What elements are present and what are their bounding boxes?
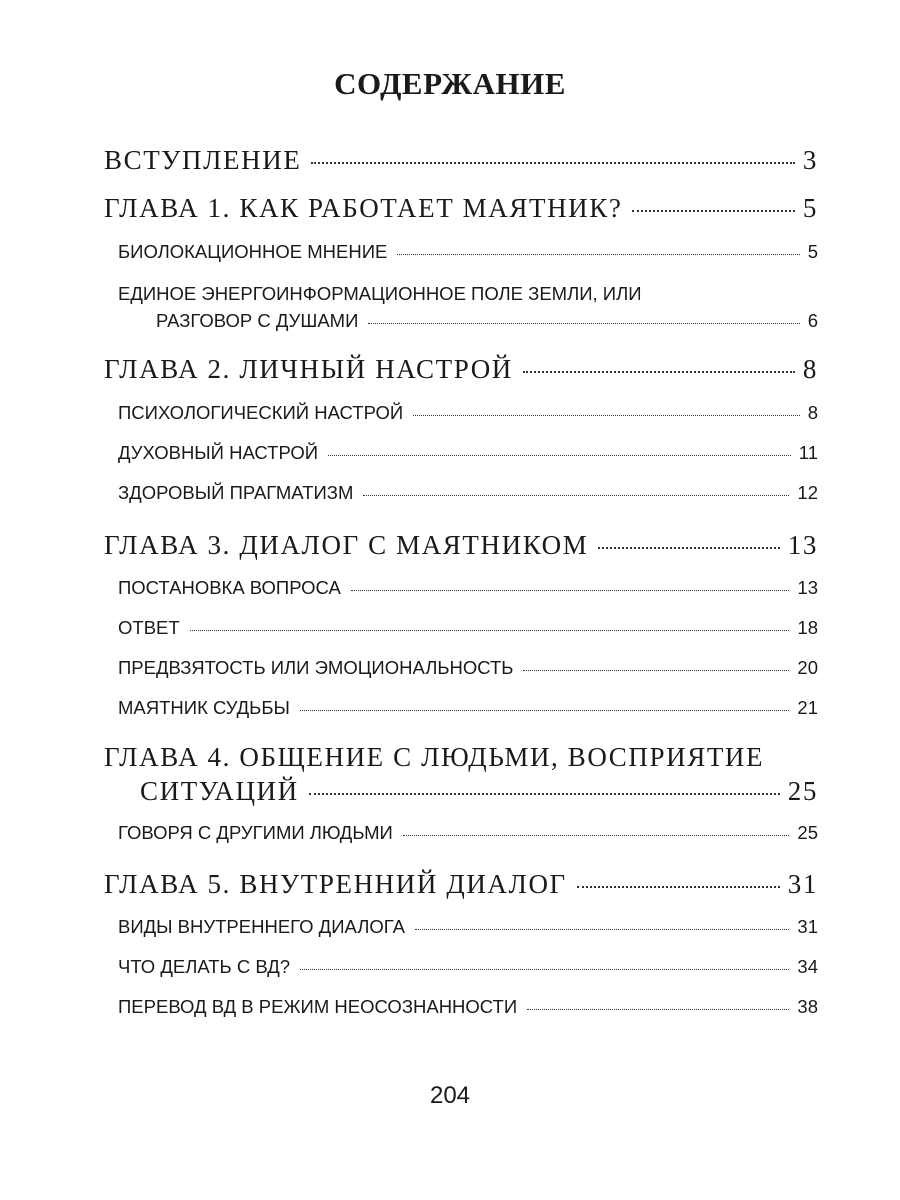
toc-entry-page: 31 (797, 916, 818, 937)
toc-chapter-1[interactable] (104, 193, 818, 224)
leader-dots (403, 835, 790, 836)
toc-entry-page: 13 (787, 530, 818, 560)
toc-chapter-4-line1[interactable]: ГЛАВА 4. ОБЩЕНИЕ С ЛЮДЬМИ, ВОСПРИЯТИЕ (104, 742, 765, 772)
toc-entry-page: 5 (807, 241, 818, 262)
leader-dots (523, 670, 789, 671)
toc-entry-page: 12 (797, 482, 818, 503)
toc-chapter-5[interactable] (104, 869, 818, 900)
toc-section[interactable] (118, 442, 818, 464)
toc-section[interactable] (118, 657, 818, 679)
toc-section[interactable] (118, 996, 818, 1018)
toc-entry-label: ВСТУПЛЕНИЕ (104, 145, 302, 175)
leader-dots (397, 254, 799, 255)
toc-entry-label: СИТУАЦИЙ (140, 776, 299, 806)
toc-section[interactable] (118, 916, 818, 938)
leader-dots (415, 929, 790, 930)
toc-section[interactable] (118, 822, 818, 844)
toc-chapter-2[interactable] (104, 354, 818, 385)
leader-dots (577, 886, 780, 888)
toc-entry-page: 5 (802, 193, 818, 223)
toc-chapter-3[interactable] (104, 530, 818, 561)
toc-entry-page: 25 (787, 776, 818, 806)
leader-dots (300, 710, 790, 711)
toc-entry-label: МАЯТНИК СУДЬБЫ (118, 697, 290, 718)
toc-section[interactable] (156, 310, 818, 332)
leader-dots (190, 630, 790, 631)
toc-section[interactable] (118, 241, 818, 263)
toc-entry-page: 8 (807, 402, 818, 423)
toc-section[interactable] (118, 617, 818, 639)
toc-entry-label: ВИДЫ ВНУТРЕННЕГО ДИАЛОГА (118, 916, 405, 937)
toc-entry-page: 18 (797, 617, 818, 638)
toc-entry-label: РАЗГОВОР С ДУШАМИ (156, 310, 359, 331)
leader-dots (523, 371, 795, 373)
toc-section[interactable] (118, 956, 818, 978)
leader-dots (351, 590, 790, 591)
leader-dots (632, 210, 794, 212)
leader-dots (413, 415, 799, 416)
leader-dots (368, 323, 799, 324)
toc-section[interactable] (118, 577, 818, 599)
toc-section-label-line1[interactable]: ЕДИНОЕ ЭНЕРГОИНФОРМАЦИОННОЕ ПОЛЕ ЗЕМЛИ, ИЛИ (118, 283, 642, 304)
toc-entry-label: ПСИХОЛОГИЧЕСКИЙ НАСТРОЙ (118, 402, 404, 423)
toc-entry-page: 34 (797, 956, 818, 977)
toc-entry-page: 11 (798, 442, 818, 463)
toc-entry-label: ГЛАВА 1. КАК РАБОТАЕТ МАЯТНИК? (104, 193, 623, 223)
leader-dots (363, 495, 789, 496)
leader-dots (527, 1009, 789, 1010)
toc-entry-label: ДУХОВНЫЙ НАСТРОЙ (118, 442, 319, 463)
leader-dots (300, 969, 789, 970)
toc-chapter-4[interactable] (140, 776, 818, 807)
leader-dots (311, 162, 794, 164)
toc-entry-label: ГЛАВА 2. ЛИЧНЫЙ НАСТРОЙ (104, 354, 513, 384)
toc-entry-page: 20 (797, 657, 818, 678)
toc-entry-label: ГЛАВА 3. ДИАЛОГ С МАЯТНИКОМ (104, 530, 589, 560)
toc-entry-label: ЧТО ДЕЛАТЬ С ВД? (118, 956, 291, 977)
page-title: СОДЕРЖАНИЕ (334, 66, 566, 101)
toc-entry-label: БИОЛОКАЦИОННОЕ МНЕНИЕ (118, 241, 388, 262)
toc-entry-label: ПОСТАНОВКА ВОПРОСА (118, 577, 341, 598)
toc-entry-page: 3 (802, 145, 818, 175)
toc-entry-label: ПРЕДВЗЯТОСТЬ ИЛИ ЭМОЦИОНАЛЬНОСТЬ (118, 657, 514, 678)
toc-entry-page: 31 (787, 869, 818, 899)
toc-entry-page: 38 (797, 996, 818, 1017)
leader-dots (598, 547, 779, 549)
toc-entry-label: ОТВЕТ (118, 617, 180, 638)
toc-entry-page: 6 (807, 310, 818, 331)
leader-dots (328, 455, 791, 456)
toc-entry-label: ЗДОРОВЫЙ ПРАГМАТИЗМ (118, 482, 354, 503)
toc-entry-label: ГОВОРЯ С ДРУГИМИ ЛЮДЬМИ (118, 822, 393, 843)
toc-entry-label: ГЛАВА 5. ВНУТРЕННИЙ ДИАЛОГ (104, 869, 567, 899)
page-number: 204 (429, 1082, 471, 1109)
toc-section[interactable] (118, 482, 818, 504)
toc-entry-page: 21 (797, 697, 818, 718)
toc-entry-page: 25 (797, 822, 818, 843)
toc-section[interactable] (118, 402, 818, 424)
toc-entry-label: ПЕРЕВОД ВД В РЕЖИМ НЕОСОЗНАННОСТИ (118, 996, 518, 1017)
toc-entry-page: 8 (802, 354, 818, 384)
toc-entry-page: 13 (797, 577, 818, 598)
toc-entry-intro[interactable] (104, 145, 818, 176)
leader-dots (309, 793, 780, 795)
toc-section[interactable] (118, 697, 818, 719)
